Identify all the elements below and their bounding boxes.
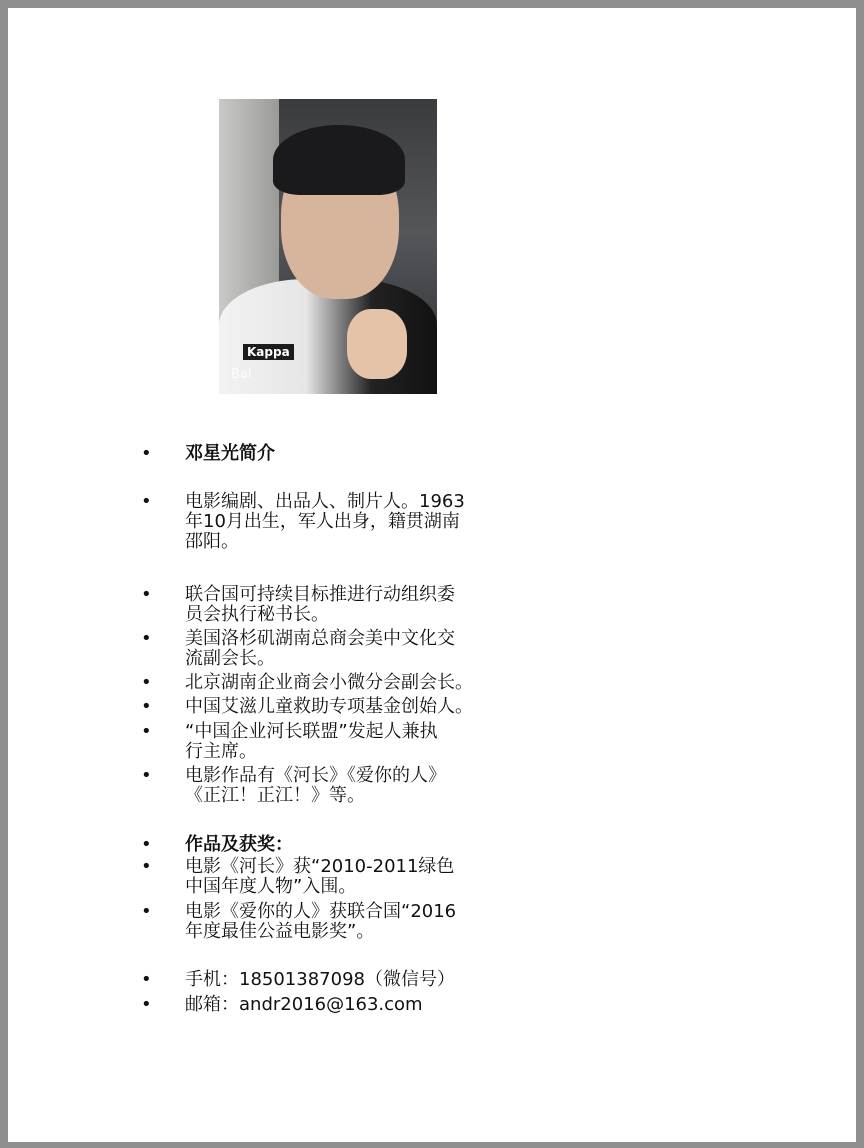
bullet-icon: • bbox=[141, 696, 152, 717]
list-item-text: 联合国可持续目标推进行动组织委 员会执行秘书长。 bbox=[185, 584, 455, 625]
portrait-photo bbox=[219, 99, 437, 394]
document-page bbox=[8, 8, 856, 1142]
bullet-icon: • bbox=[141, 765, 152, 786]
bullet-icon: • bbox=[141, 672, 152, 693]
list-item-text: 中国艾滋儿童救助专项基金创始人。 bbox=[185, 696, 473, 717]
email-text: 邮箱：andr2016@163.com bbox=[185, 994, 423, 1015]
photo-hand bbox=[347, 309, 407, 379]
bullet-icon: • bbox=[141, 628, 152, 649]
list-item-text: 电影《爱你的人》获联合国“2016 年度最佳公益电影奖”。 bbox=[185, 901, 457, 942]
photo-watermark: Bai bbox=[231, 367, 252, 382]
bullet-icon: • bbox=[141, 491, 152, 512]
bullet-icon: • bbox=[141, 443, 152, 464]
list-item-text: 电影作品有《河长》《爱你的人》 《正江！正江！》等。 bbox=[185, 765, 446, 806]
bullet-icon: • bbox=[141, 584, 152, 605]
section-title-works: 作品及获奖： bbox=[185, 834, 293, 855]
list-item-text: 北京湖南企业商会小微分会副会长。 bbox=[185, 672, 473, 693]
bullet-icon: • bbox=[141, 721, 152, 742]
section-title-intro: 邓星光简介 bbox=[185, 443, 275, 464]
list-item-text: 电影编剧、出品人、制片人。1963 年10月出生，军人出身，籍贯湖南 邵阳。 bbox=[185, 491, 465, 552]
phone-text: 手机：18501387098（微信号） bbox=[185, 969, 455, 990]
bullet-icon: • bbox=[141, 994, 152, 1015]
list-item-text: “中国企业河长联盟”发起人兼执 行主席。 bbox=[185, 721, 438, 762]
bullet-icon: • bbox=[141, 969, 152, 990]
bullet-icon: • bbox=[141, 856, 152, 877]
list-item-text: 电影《河长》获“2010-2011绿色 中国年度人物”入围。 bbox=[185, 856, 455, 897]
bullet-icon: • bbox=[141, 901, 152, 922]
photo-hair bbox=[273, 125, 405, 195]
list-item-text: 美国洛杉矶湖南总商会美中文化交 流副会长。 bbox=[185, 628, 455, 669]
bullet-icon: • bbox=[141, 834, 152, 855]
photo-brand-logo: Kappa bbox=[243, 344, 294, 360]
